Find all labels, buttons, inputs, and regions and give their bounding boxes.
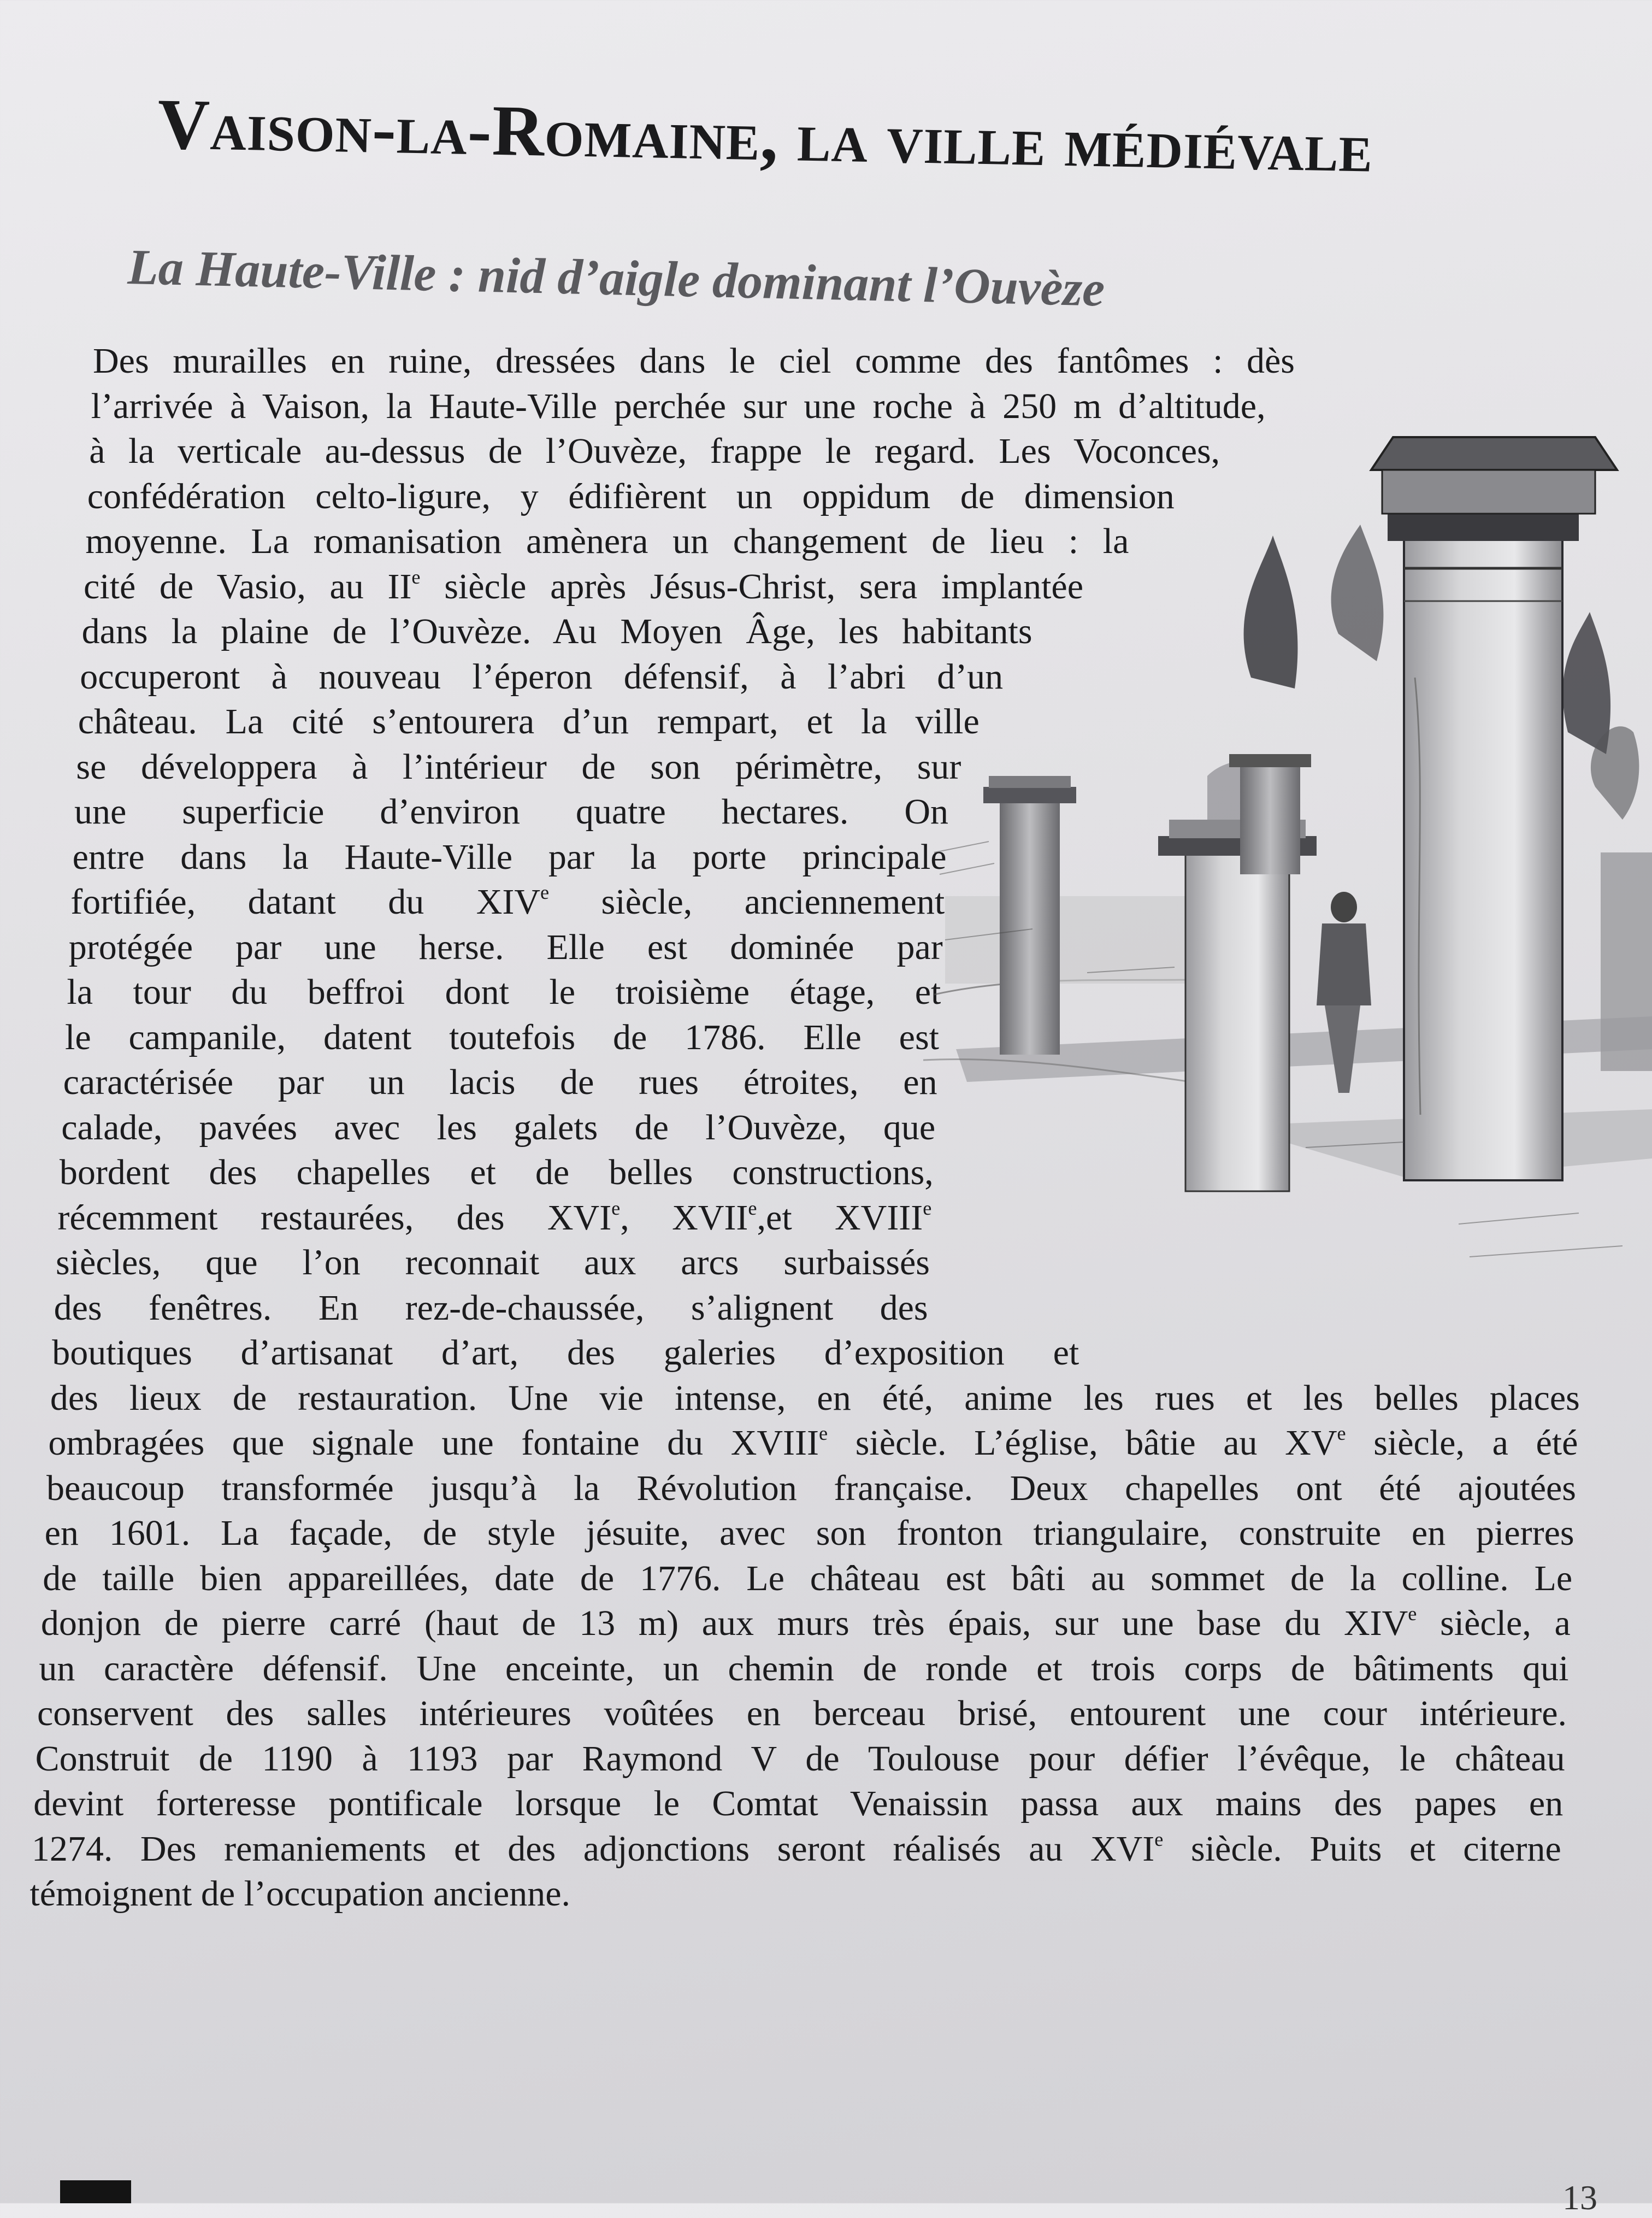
text-line: récemment restaurées, des XVIe, XVIIe,et XVIIIe — [57, 1197, 932, 1238]
text-line: conservent des salles intérieures voûtées en berceau brisé, entourent une cour intérieure. — [37, 1693, 1567, 1733]
text-line: se développera à l’intérieur de son périmètre, sur — [76, 746, 961, 787]
text-line: des fenêtres. En rez-de-chaussée, s’alignent des — [54, 1287, 928, 1328]
text-line: de taille bien appareillées, date de 1776. Le château est bâti au sommet de la colline. Le — [43, 1558, 1573, 1598]
page-corner-marker — [60, 2180, 131, 2203]
text-line: dans la plaine de l’Ouvèze. Au Moyen Âge, les habitants — [81, 611, 1032, 651]
text-line: Construit de 1190 à 1193 par Raymond V de Toulouse pour défier l’évêque, le château — [35, 1738, 1565, 1779]
page-title: Vaison-la-Romaine, la ville médiévale — [157, 83, 1374, 187]
text-line: un caractère défensif. Une enceinte, un chemin de ronde et trois corps de bâtiments qui — [39, 1648, 1569, 1688]
text-line: 1274. Des remaniements et des adjonctions seront réalisés au XVIe siècle. Puits et citerne — [31, 1828, 1561, 1869]
page-number: 13 — [1562, 2178, 1597, 2217]
text-line: cité de Vasio, au IIe siècle après Jésus-Christ, sera implantée — [84, 566, 1084, 607]
text-line: château. La cité s’entourera d’un rempart, et la ville — [78, 702, 980, 742]
text-line: le campanile, datent toutefois de 1786. Elle est — [65, 1017, 939, 1057]
text-line: protégée par une herse. Elle est dominée par — [68, 927, 943, 967]
text-line: donjon de pierre carré (haut de 13 m) aux murs très épais, sur une base du XIVe siècle, a — [40, 1603, 1571, 1643]
text-line: confédération celto-ligure, y édifièrent un oppidum de dimension — [87, 476, 1175, 516]
text-line: l’arrivée à Vaison, la Haute-Ville perchée sur une roche à 250 m d’altitude, — [91, 386, 1266, 426]
text-line: bordent des chapelles et de belles constructions, — [59, 1152, 934, 1192]
page-subtitle: La Haute-Ville : nid d’aigle dominant l’Ouvèze — [127, 238, 1106, 317]
text-line: fortifiée, datant du XIVe siècle, anciennement — [70, 881, 945, 922]
text-line: ombragées que signale une fontaine du XVIIIe siècle. L’église, bâtie au XVe siècle, a été — [48, 1422, 1578, 1463]
text-line: Des murailles en ruine, dressées dans le ciel comme des fantômes : dès — [93, 341, 1295, 381]
text-line: témoignent de l’occupation ancienne. — [30, 1874, 571, 1914]
text-line: entre dans la Haute-Ville par la porte principale — [72, 837, 947, 877]
text-line: occuperont à nouveau l’éperon défensif, à l’abri d’un — [80, 656, 1004, 697]
text-line: caractérisée par un lacis de rues étroites, en — [63, 1062, 937, 1102]
ruins-illustration — [923, 404, 1652, 1388]
text-line: siècles, que l’on reconnait aux arcs surbaissés — [56, 1243, 930, 1282]
text-line: une superficie d’environ quatre hectares. On — [74, 792, 948, 832]
ruin-wall-right — [1601, 852, 1652, 1071]
text-line: la tour du beffroi dont le troisième étage, et — [67, 972, 941, 1012]
column-back — [1229, 754, 1311, 874]
text-line: devint forteresse pontificale lorsque le Comtat Venaissin passa aux mains des papes en — [33, 1784, 1564, 1823]
text-line: calade, pavées avec les galets de l’Ouvèze, que — [61, 1107, 936, 1148]
text-line: beaucoup transformée jusqu’à la Révolution française. Deux chapelles ont été ajoutées — [46, 1468, 1576, 1508]
text-line: à la verticale au-dessus de l’Ouvèze, frappe le regard. Les Voconces, — [89, 431, 1220, 471]
text-line: en 1601. La façade, de style jésuite, avec son fronton triangulaire, construite en pierres — [44, 1513, 1574, 1553]
text-line: boutiques d’artisanat d’art, des galeries d’exposition et — [52, 1333, 1079, 1373]
text-line: moyenne. La romanisation amènera un changement de lieu : la — [85, 521, 1129, 561]
text-line: des lieux de restauration. Une vie intense, en été, anime les rues et les belles places — [50, 1378, 1580, 1418]
